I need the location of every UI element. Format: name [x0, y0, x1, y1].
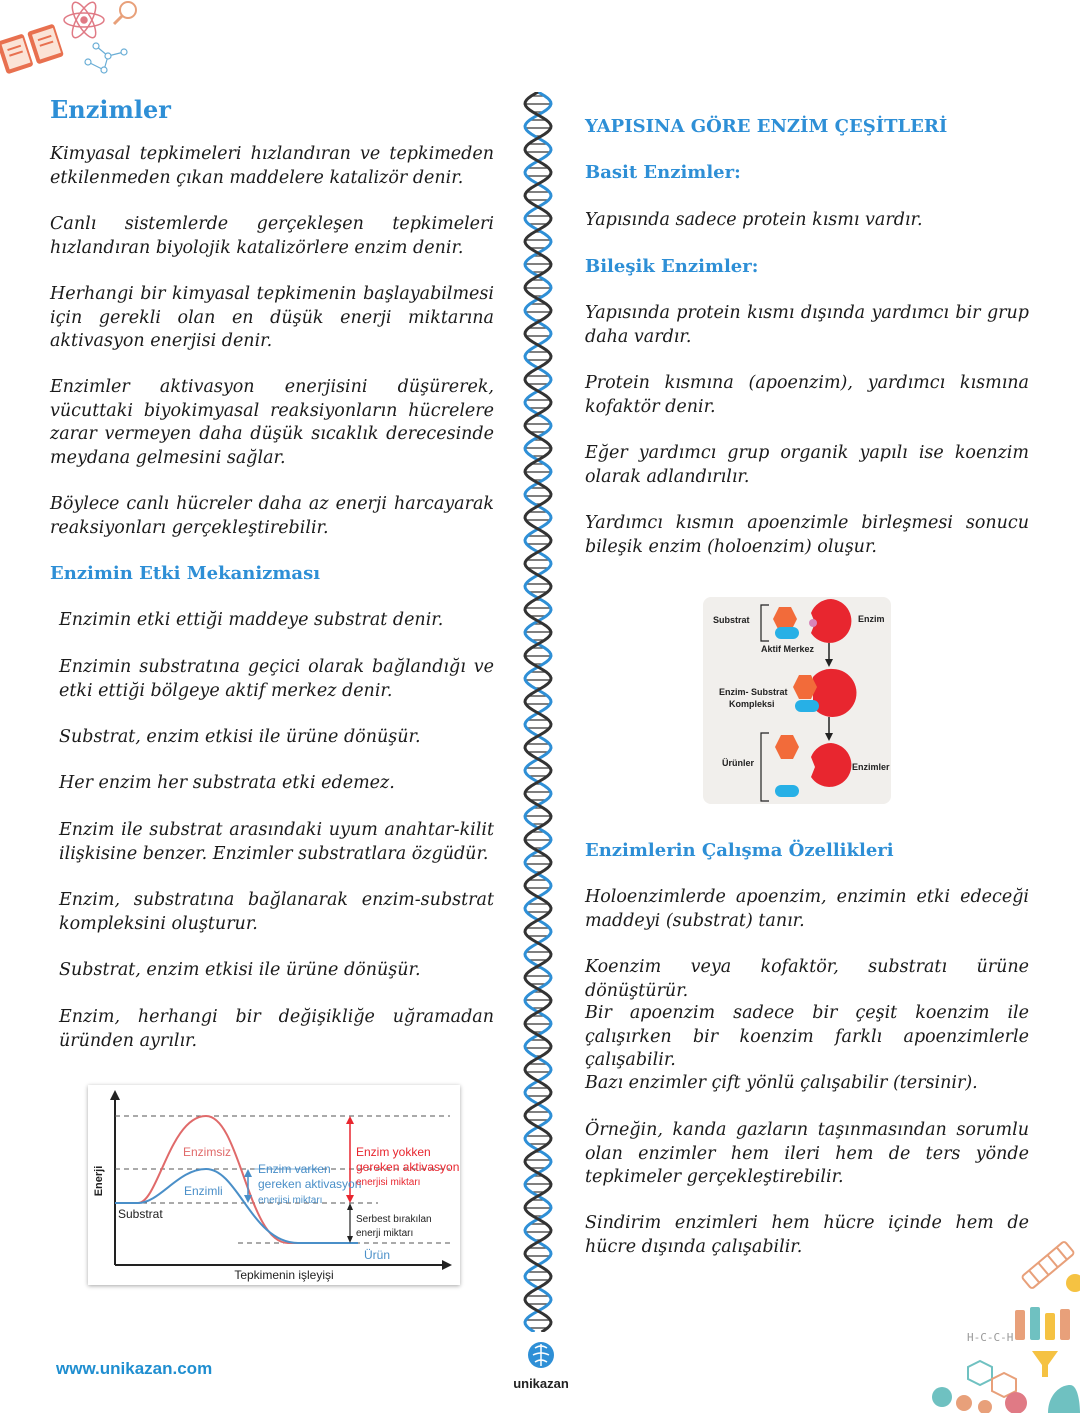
mechanism-item: Enzimin etki ettiği maddeye substrat denir. — [59, 610, 444, 630]
enzyme-types-heading: YAPISINA GÖRE ENZİM ÇEŞİTLERİ — [585, 116, 948, 137]
website-link[interactable]: www.unikazan.com — [56, 1359, 213, 1378]
paragraph-katalizor: Kimyasal tepkimeleri hızlandıran ve tepkimeden etkilenmeden çıkan maddelere katalizör denir. — [50, 144, 494, 188]
label-kompleks-2: Kompleksi — [729, 699, 775, 709]
compound-paragraph: Eğer yardımcı grup organik yapılı ise koenzim olarak adlandırılır. — [585, 443, 1029, 487]
label-released-1: Serbest bırakılan — [356, 1214, 432, 1225]
label-enzimler: Enzimler — [852, 762, 890, 772]
compound-paragraph: Protein kısmına (apoenzim), yardımcı kısmına kofaktör denir. — [585, 373, 1029, 417]
label-with-enzyme-1: Enzim varken — [258, 1162, 331, 1176]
unikazan-logo — [505, 1340, 577, 1390]
label-enzimli: Enzimli — [184, 1184, 223, 1198]
enzyme-mechanism-diagram — [703, 597, 891, 804]
dna-divider-icon — [518, 92, 558, 1332]
compound-paragraph: Yapısında protein kısmı dışında yardımcı bir grup daha vardır. — [585, 303, 1029, 347]
working-paragraph: Örneğin, kanda gazların taşınmasından sorumlu olan enzimler hem ileri hem de ters yönde tepkimeler gerçekleştirebilir. — [585, 1120, 1029, 1187]
graph-xlabel: Tepkimenin işleyişi — [234, 1268, 334, 1282]
working-paragraph: Bir apoenzim sadece bir çeşit koenzim ile çalışırken bir koenzim farklı apoenzimlerle çalışabilir. — [585, 1003, 1029, 1070]
simple-enzymes-text: Yapısında sadece protein kısmı vardır. — [585, 210, 923, 230]
mechanism-heading: Enzimin Etki Mekanizması — [50, 563, 321, 584]
label-enzimsiz: Enzimsiz — [183, 1145, 232, 1159]
working-heading: Enzimlerin Çalışma Özellikleri — [585, 840, 894, 861]
working-paragraph: Koenzim veya kofaktör, substratı ürüne dönüştürür. — [585, 957, 1029, 1001]
compound-enzymes-heading: Bileşik Enzimler: — [585, 256, 759, 277]
science-decoration-icon — [0, 0, 150, 80]
paragraph-enzim: Canlı sistemlerde gerçekleşen tepkimeleri hızlandıran biyolojik katalizörlere enzim denir. — [50, 214, 494, 258]
paragraph-enerji: Böylece canlı hücreler daha az enerji harcayarak reaksiyonları gerçekleştirebilir. — [50, 494, 494, 538]
simple-enzymes-heading: Basit Enzimler: — [585, 162, 741, 183]
label-urun: Ürün — [364, 1248, 391, 1262]
label-substrat: Substrat — [118, 1207, 163, 1221]
mechanism-item: Enzimin substratına geçici olarak bağlandığı ve etki ettiği bölgeye aktif merkez denir. — [59, 657, 494, 701]
label-enzim: Enzim — [858, 614, 885, 624]
label-with-enzyme-3: enerjisi miktarı — [258, 1195, 323, 1206]
chemistry-decoration-icon — [920, 1235, 1080, 1413]
label-without-enzyme-2: gereken aktivasyon — [356, 1160, 460, 1174]
working-paragraph: Holoenzimlerde apoenzim, enzimin etki edeceği maddeyi (substrat) tanır. — [585, 887, 1029, 931]
paragraph-aktivasyon: Herhangi bir kimyasal tepkimenin başlayabilmesi için gerekli olan en düşük enerji miktarına aktivasyon enerjisi denir. — [50, 284, 494, 351]
working-paragraph: Sindirim enzimleri hem hücre içinde hem de hücre dışında çalışabilir. — [585, 1213, 1029, 1257]
activation-energy-figure — [88, 1085, 460, 1285]
formula-text: H-C-C-H — [967, 1331, 1014, 1344]
mechanism-item: Substrat, enzim etkisi ile ürüne dönüşür. — [59, 727, 421, 747]
logo-text: unikazan — [513, 1376, 569, 1391]
label-kompleks-1: Enzim- Substrat — [719, 687, 788, 697]
mechanism-item: Substrat, enzim etkisi ile ürüne dönüşür. — [59, 960, 421, 980]
compound-paragraph: Yardımcı kısmın apoenzimle birleşmesi sonucu bileşik enzim (holoenzim) oluşur. — [585, 513, 1029, 557]
brain-icon — [505, 1340, 577, 1370]
mechanism-item: Her enzim her substrata etki edemez. — [59, 773, 395, 793]
label-without-enzyme-1: Enzim yokken — [356, 1145, 431, 1159]
mechanism-item: Enzim ile substrat arasındaki uyum anahtar-kilit ilişkisine benzer. Enzimler substratlara özgüdür. — [59, 820, 494, 864]
label-aktif-merkez: Aktif Merkez — [761, 644, 815, 654]
page-title: Enzimler — [50, 95, 171, 124]
label-substrat: Substrat — [713, 615, 750, 625]
mechanism-item: Enzim, substratına bağlanarak enzim-substrat kompleksini oluşturur. — [59, 890, 494, 934]
label-with-enzyme-2: gereken aktivasyon — [258, 1177, 362, 1191]
mechanism-item: Enzim, herhangi bir değişikliğe uğramadan üründen ayrılır. — [59, 1007, 494, 1051]
working-paragraph: Bazı enzimler çift yönlü çalışabilir (tersinir). — [585, 1073, 978, 1093]
graph-ylabel: Enerji — [93, 1165, 105, 1197]
label-released-2: enerji miktarı — [356, 1228, 414, 1239]
label-urunler: Ürünler — [722, 758, 755, 768]
label-without-enzyme-3: enerjisi miktarı — [356, 1177, 421, 1188]
paragraph-enzim-etkisi: Enzimler aktivasyon enerjisini düşürerek, vücuttaki biyokimyasal reaksiyonların hücrelere zarar vermeyen daha düşük sıcaklık derecesinde meydana gelmesini sağlar. — [50, 377, 494, 468]
